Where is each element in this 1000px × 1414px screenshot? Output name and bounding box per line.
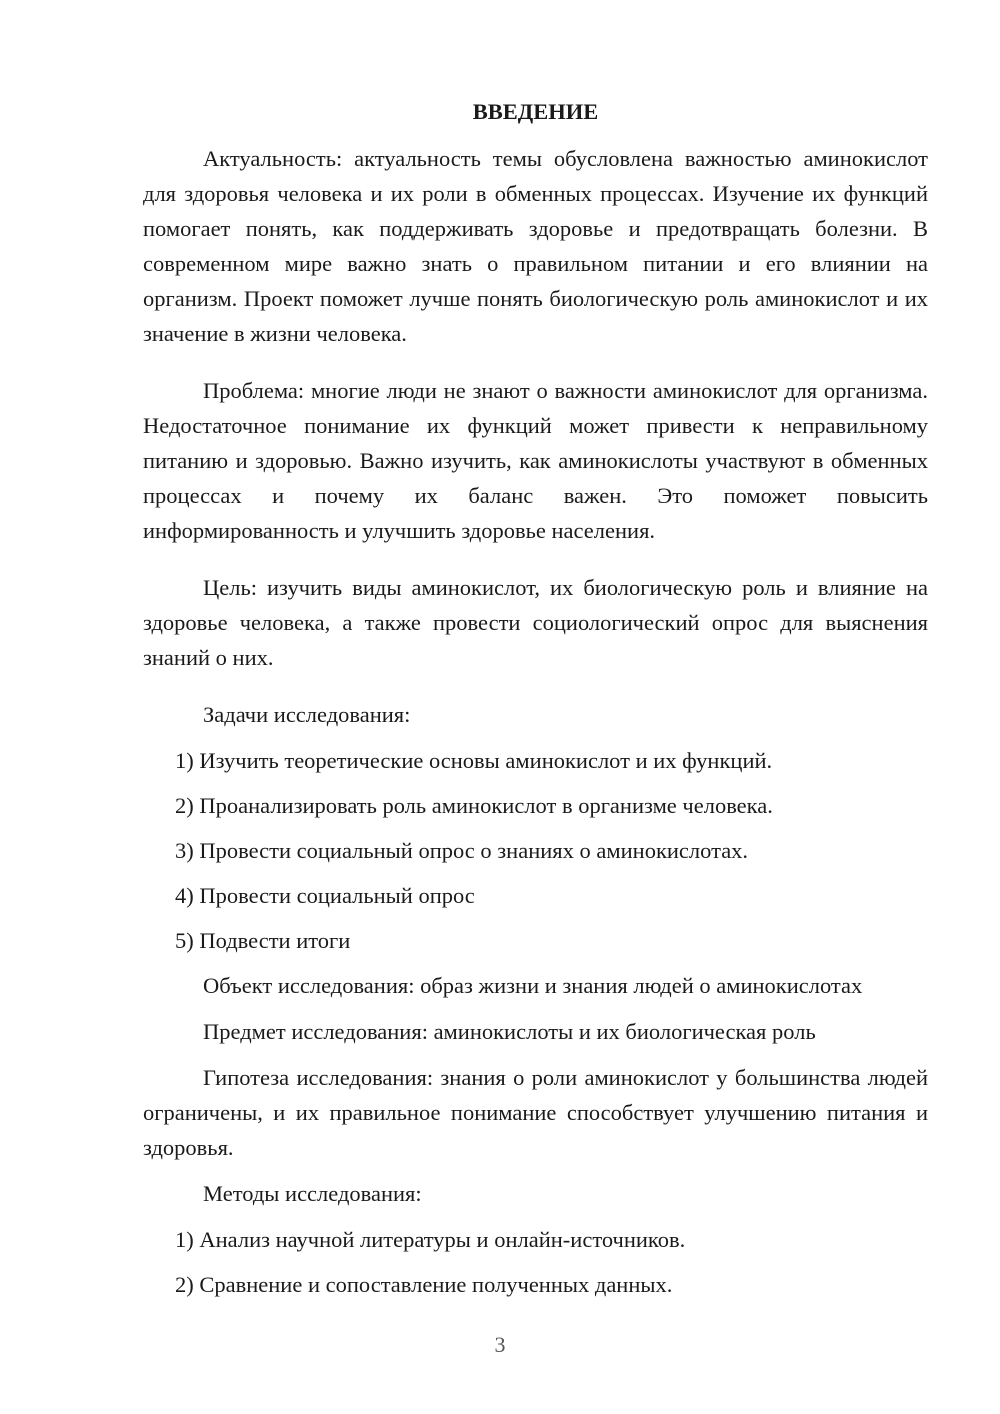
method-item: 2) Сравнение и сопоставление полученных данных. xyxy=(175,1272,673,1297)
hypothesis-paragraph: Гипотеза исследования: знания о роли аминокислот у большинства людей ограничены, и их правильное понимание способствует улучшению питания и здоровья. xyxy=(143,1065,928,1160)
object-paragraph: Объект исследования: образ жизни и знания людей о аминокислотах xyxy=(203,973,863,998)
page-number: 3 xyxy=(494,1332,506,1357)
task-item: 4) Провести социальный опрос xyxy=(175,883,475,908)
subject-paragraph: Предмет исследования: аминокислоты и их биологическая роль xyxy=(203,1019,816,1044)
tasks-heading: Задачи исследования: xyxy=(203,702,411,727)
relevance-paragraph: Актуальность: актуальность темы обусловлена важностью аминокислот для здоровья человека и их роли в обменных процессах. Изучение их функций помогает понять, как поддерживать здоровье и предотвращать болезни. В современном мире важно знать о правильном питании и его влиянии на организм. Проект поможет лучше понять биологическую роль аминокислот и их значение в жизни человека. xyxy=(143,146,928,346)
task-item: 5) Подвести итоги xyxy=(175,928,351,953)
task-item: 3) Провести социальный опрос о знаниях о аминокислотах. xyxy=(175,838,749,863)
task-item: 2) Проанализировать роль аминокислот в организме человека. xyxy=(175,793,773,818)
goal-paragraph: Цель: изучить виды аминокислот, их биологическую роль и влияние на здоровье человека, а также провести социологический опрос для выяснения знаний о них. xyxy=(143,575,928,670)
page-content xyxy=(143,94,928,1312)
task-item: 1) Изучить теоретические основы аминокислот и их функций. xyxy=(175,748,773,773)
methods-heading: Методы исследования: xyxy=(203,1181,422,1206)
problem-paragraph: Проблема: многие люди не знают о важности аминокислот для организма. Недостаточное понимание их функций может привести к неправильному питанию и здоровью. Важно изучить, как аминокислоты участвуют в обменных процессах и почему их баланс важен. Это поможет повысить информированность и улучшить здоровье населения. xyxy=(143,378,928,543)
section-title: ВВЕДЕНИЕ xyxy=(472,99,599,124)
method-item: 1) Анализ научной литературы и онлайн-источников. xyxy=(175,1227,686,1252)
